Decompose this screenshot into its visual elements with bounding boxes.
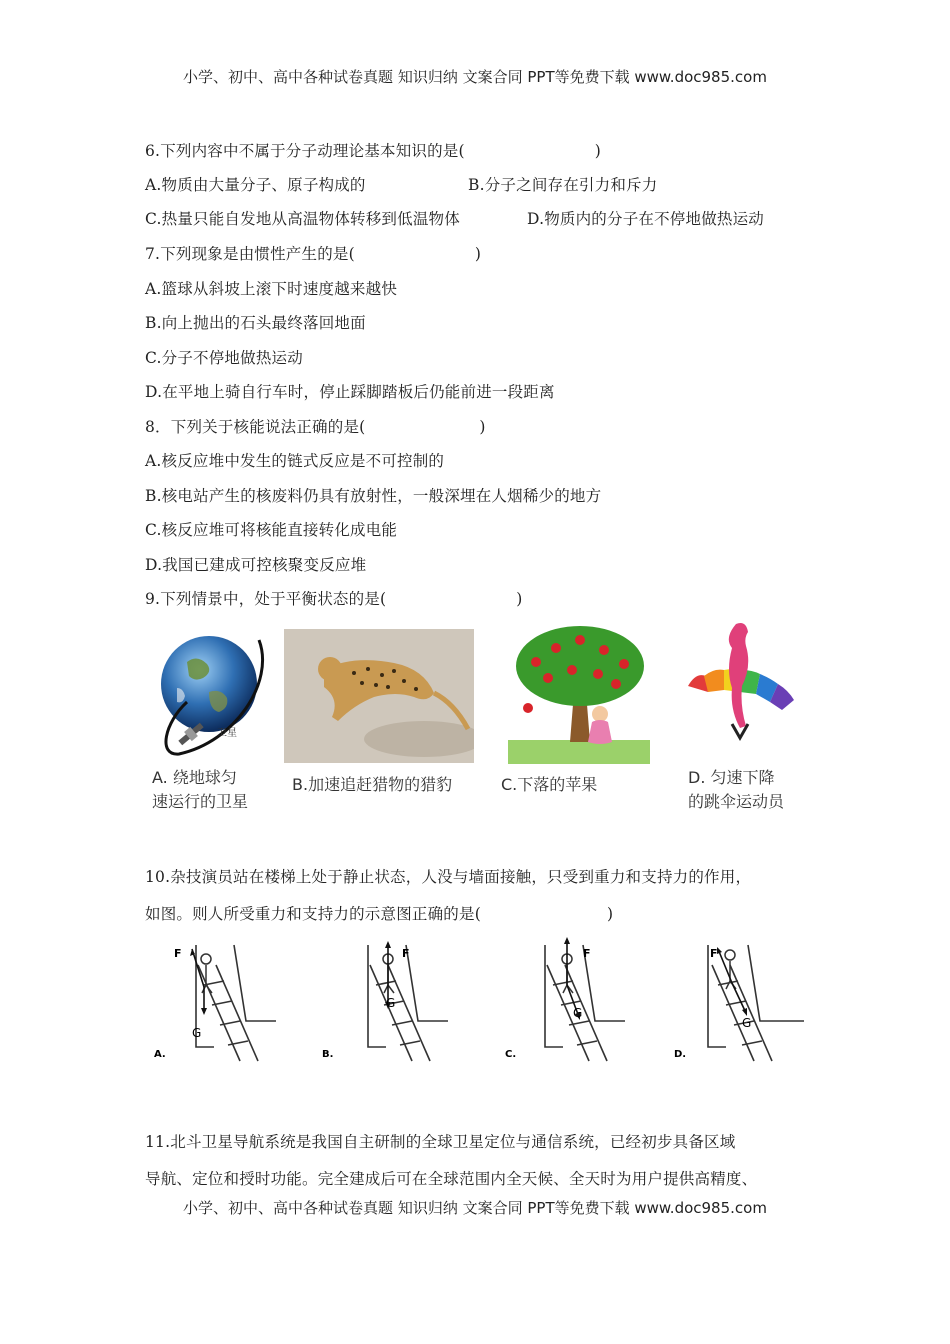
q9-close-paren: ) (516, 590, 523, 608)
q8-option-b: B.核电站产生的核废料仍具有放射性，一般深埋在人烟稀少的地方 (145, 487, 602, 505)
q10-figure-a (148, 935, 288, 1065)
q7-stem-text: 7.下列现象是由惯性产生的是( (145, 245, 355, 263)
q6-close-paren: ) (594, 142, 601, 160)
q6-stem-text: 6.下列内容中不属于分子动理论基本知识的是( (145, 142, 465, 160)
q6-option-d: D.物质内的分子在不停地做热运动 (527, 210, 765, 228)
q9-image-parachute (684, 616, 805, 758)
q9-image-cheetah (284, 629, 474, 763)
q10-label-c: C. (505, 1049, 517, 1060)
satellite-orbit-illustration (147, 622, 269, 764)
q10-b-force-g: G (386, 996, 396, 1010)
q9-caption-c: C.下落的苹果 (501, 775, 598, 794)
q9-caption-b: B.加速追赶猎物的猎豹 (292, 775, 453, 794)
parachutist-illustration (684, 616, 805, 758)
q8-close-paren: ) (479, 418, 486, 436)
q10-figure-c (505, 935, 645, 1065)
q10-close-paren: ) (606, 905, 614, 923)
q7-stem (145, 242, 481, 264)
q6-option-b: B.分子之间存在引力和斥力 (468, 176, 658, 194)
q9-caption-a2: 速运行的卫星 (152, 792, 249, 811)
q10-figure-d (670, 935, 810, 1065)
q8-option-d: D.我国已建成可控核聚变反应堆 (145, 556, 367, 574)
q10-figure-b (320, 935, 460, 1065)
q9-image-satellite (147, 622, 269, 764)
cheetah-illustration (284, 629, 474, 763)
q6-option-c: C.热量只能自发地从高温物体转移到低温物体 (145, 210, 460, 228)
q10-c-force-f: F (583, 947, 591, 960)
parachutist-icon (729, 623, 748, 728)
q6-option-a: A.物质由大量分子、原子构成的 (145, 176, 366, 194)
q9-image-apple-tree (508, 622, 650, 764)
q8-option-a: A.核反应堆中发生的链式反应是不可控制的 (145, 452, 445, 470)
q10-d-force-f: F (710, 947, 718, 960)
page-header: 小学、初中、高中各种试卷真题 知识归纳 文案合同 PPT等免费下载 www.doc985.com (183, 68, 767, 86)
q10-label-a: A. (154, 1049, 166, 1060)
q7-close-paren: ) (474, 245, 482, 263)
q7-option-c: C.分子不停地做热运动 (145, 349, 303, 367)
apple-tree-illustration (508, 622, 650, 764)
q9-caption-d1: D. 匀速下降 (688, 768, 775, 787)
q11-line1: 11.北斗卫星导航系统是我国自主研制的全球卫星定位与通信系统，已经初步具备区域 (145, 1133, 736, 1151)
q10-line1: 10.杂技演员站在楼梯上处于静止状态，人没与墙面接触，只受到重力和支持力的作用， (145, 868, 752, 886)
q8-stem-text: 8．下列关于核能说法正确的是( (145, 418, 366, 436)
q10-label-d: D. (674, 1049, 687, 1060)
q9-stem-text: 9.下列情景中，处于平衡状态的是( (145, 590, 387, 608)
q7-option-b: B.向上抛出的石头最终落回地面 (145, 314, 366, 332)
q10-a-force-g: G (192, 1026, 202, 1040)
q10-c-force-g: G (573, 1006, 583, 1020)
q7-option-a: A.篮球从斜坡上滚下时速度越来越快 (145, 280, 398, 298)
q10-b-force-f: F (402, 947, 410, 960)
q10-line2 (145, 902, 613, 924)
q9-stem (145, 587, 523, 609)
q10-a-force-f: F (174, 947, 182, 960)
q7-option-d: D.在平地上骑自行车时，停止踩脚踏板后仍能前进一段距离 (145, 383, 555, 401)
q6-stem (145, 139, 601, 161)
q10-line2-text: 如图。则人所受重力和支持力的示意图正确的是( (145, 905, 481, 923)
page-footer: 小学、初中、高中各种试卷真题 知识归纳 文案合同 PPT等免费下载 www.doc985.com (183, 1199, 767, 1217)
q10-d-force-g: G (742, 1016, 752, 1030)
satellite-label: 卫星 (217, 728, 237, 739)
q9-caption-a1: A. 绕地球匀 (152, 768, 237, 787)
q10-label-b: B. (322, 1049, 334, 1060)
q8-stem (145, 415, 486, 437)
q9-caption-d2: 的跳伞运动员 (688, 792, 785, 811)
q11-line2: 导航、定位和授时功能。完全建成后可在全球范围内全天候、全天时为用户提供高精度、 (145, 1170, 758, 1188)
q8-option-c: C.核反应堆可将核能直接转化成电能 (145, 521, 398, 539)
